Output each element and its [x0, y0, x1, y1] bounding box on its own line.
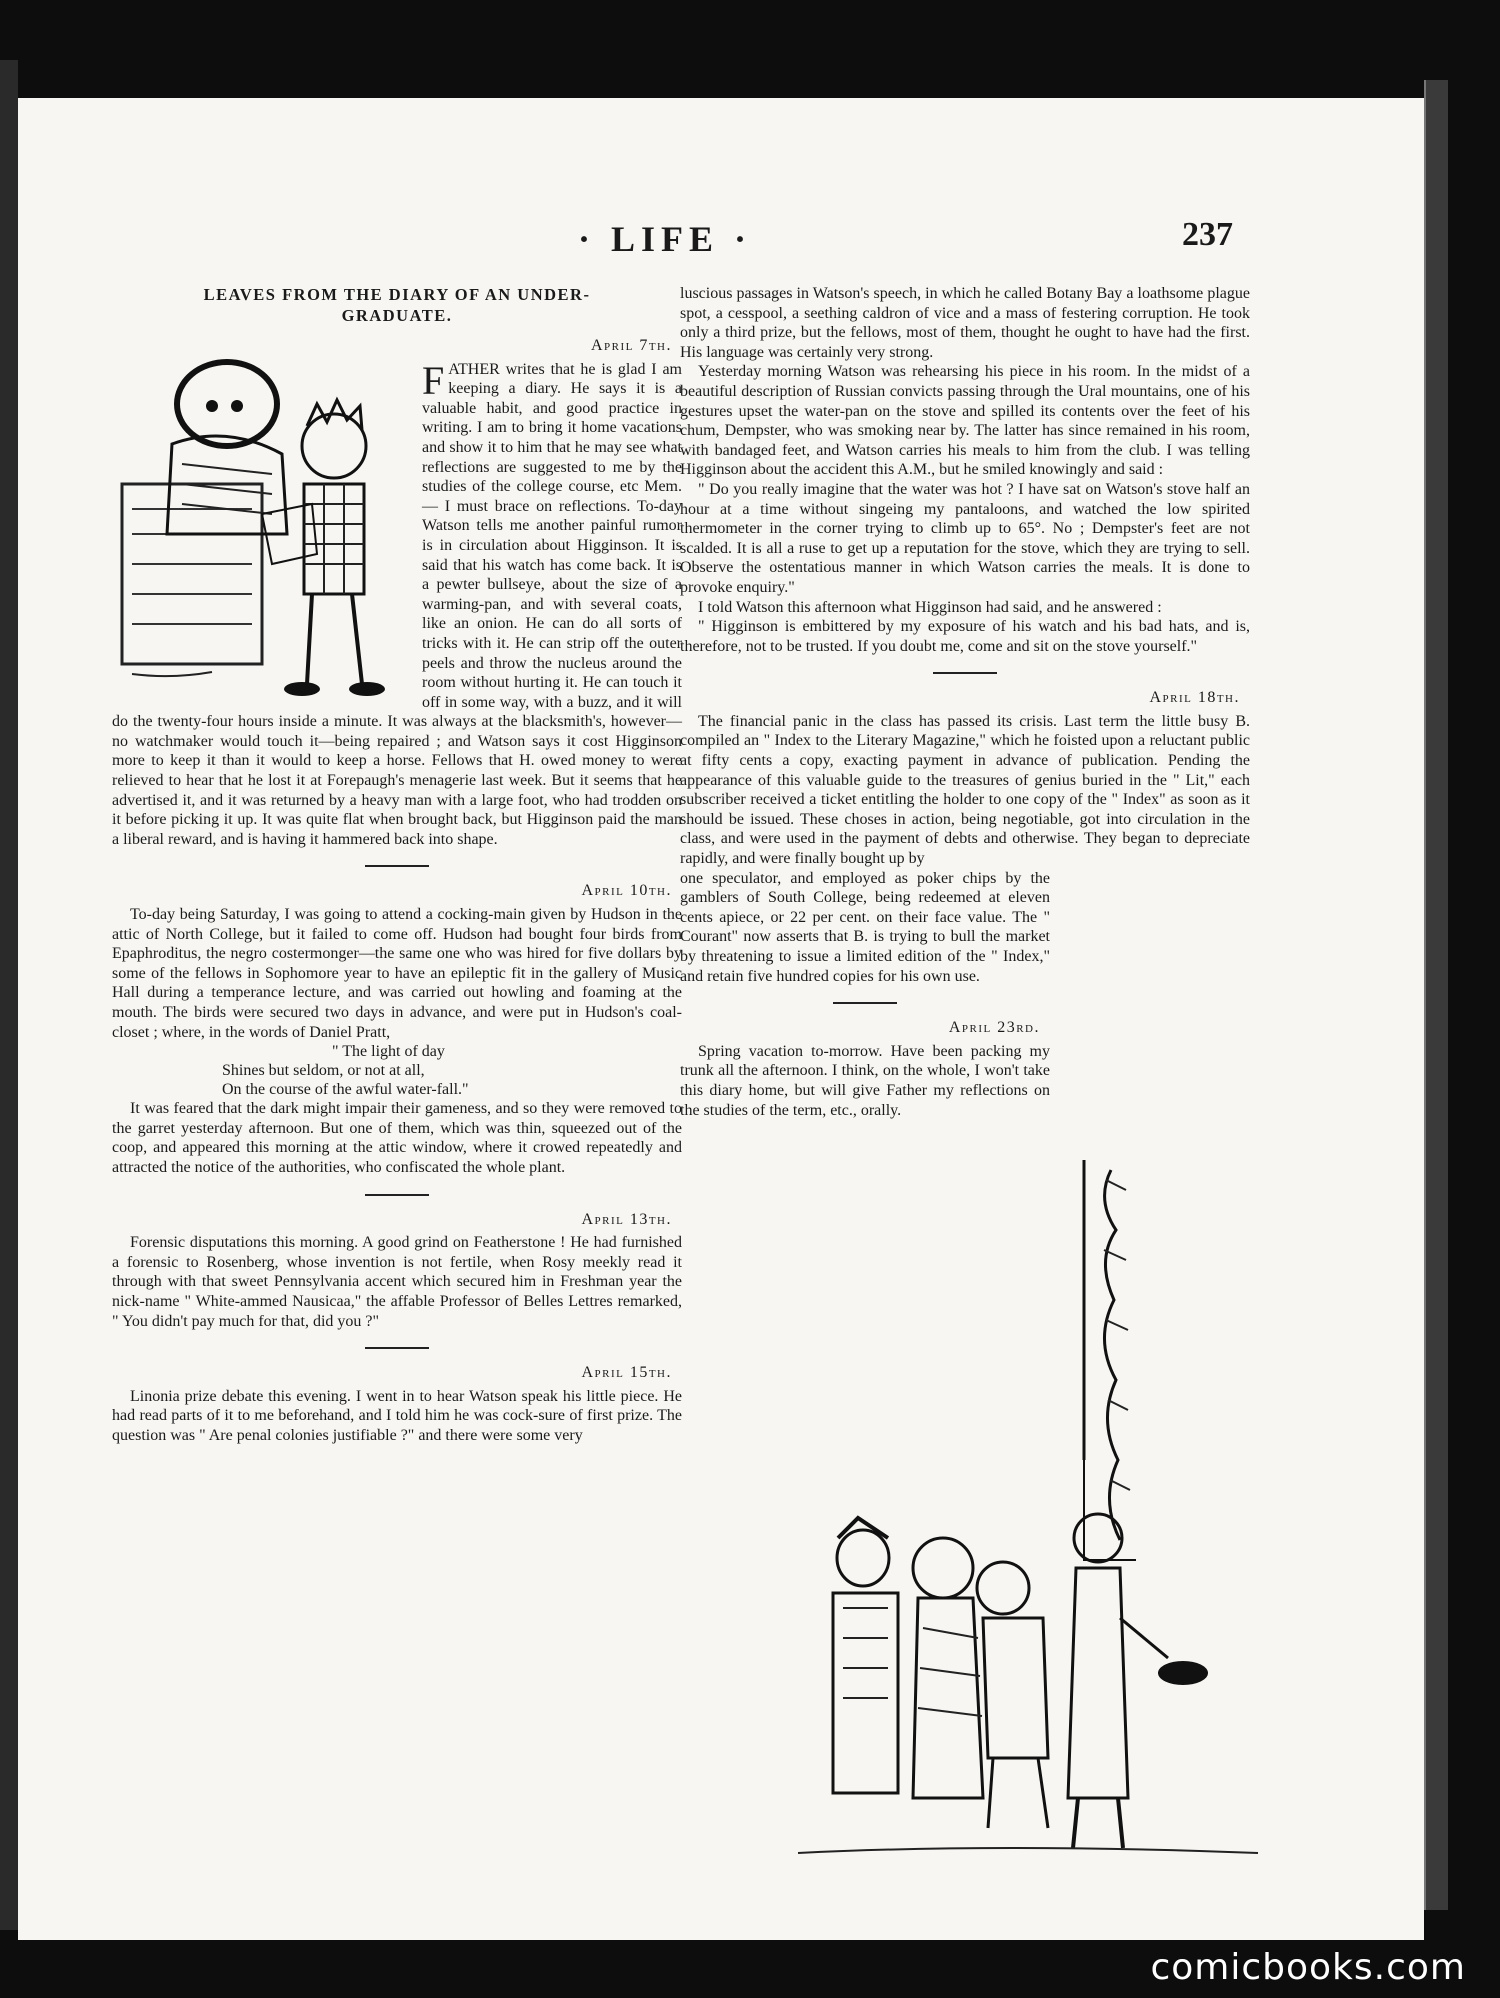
paragraph: Linonia prize debate this evening. I went in to hear Watson speak his little piece. He had read parts of it to me beforehand, and I told him he was cock-sure of first prize. The question was " Are penal colonies justifiable ?" and there were some very	[112, 1387, 682, 1444]
paragraph: It was feared that the dark might impair their gameness, and so they were removed to the garret yesterday afternoon. But one of them, which was thin, squeezed out of the coop, and appeared this morning at the attic window, where it crowed repeatedly and attracted the notice of the authorities, who confiscated the whole plant.	[112, 1100, 682, 1176]
section-rule	[365, 865, 429, 867]
book-spine	[0, 60, 18, 1930]
masthead: · LIFE ·	[578, 219, 753, 259]
left-column	[112, 284, 682, 1446]
paragraph: Yesterday morning Watson was rehearsing his piece in his room. In the midst of a beautiful description of Russian convicts passing through the Ural mountains, one of his gestures upset the water-pan on the stove and spilled its contents over the feet of his chum, Dempster, who was smoking near by. The latter has since remained in his room, with bandaged feet, and Watson carries his meals to him from the club. I was telling Higginson about the accident this A.M., but he smiled knowingly and said :	[680, 363, 1250, 479]
page-edge	[1424, 80, 1448, 1910]
watermark: comicbooks.com	[1150, 1947, 1466, 1988]
entry-date: April 23rd.	[948, 1019, 1040, 1037]
section-rule	[833, 1002, 897, 1004]
paragraph: The financial panic in the class has passed its crisis. Last term the little busy B. compiled an " Index to the Literary Magazine," which he foisted upon a reluctant public at fifty cents a copy, exacting payment in advance of publication. Pending the appearance of this valuable guide to the treasures of genius buried in the " Lit," each subscriber received a ticket entitling the holder to one copy of the " Index" as soon as it should be issued. These choses in action, being negotiable, got into circulation in the class, and were used in the payment of debts and otherwise. They began to depreciate rapidly, and were finally bought up by	[680, 712, 1250, 868]
dropcap: F	[422, 357, 445, 403]
right-column	[680, 284, 1250, 1120]
entry-date: April 15th.	[581, 1364, 672, 1382]
paragraph: " Higginson is embittered by my exposure of his watch and his bad hats, and is, therefore, not to be trusted. If you doubt me, come and sit on the stove yourself."	[680, 618, 1250, 655]
paragraph: luscious passages in Watson's speech, in which he called Botany Bay a loathsome plague spot, a cesspool, a seething caldron of vice and a mass of festering corruption. He took only a third prize, but the fellows, most of them, thought he ought to have had the first. His language was certainly very strong.	[680, 285, 1250, 361]
article-title: LEAVES FROM THE DIARY OF AN UNDER- GRADUATE.	[203, 285, 591, 325]
paragraph: " Do you really imagine that the water was hot ? I have sat on Watson's stove half an hour at a time without singeing my pantaloons, and watched the low spirited thermometer in the corner trying to climb up to 65°. No ; Dempster's feet are not scalded. It is all a ruse to get up a reputation for the stove, which they are trying to sell. Observe the ostentatious manner in which Watson carries the meals. It is done to provoke enquiry."	[680, 480, 1250, 596]
entry-date: April 13th.	[581, 1210, 672, 1228]
paragraph: Spring vacation to-morrow. Have been packing my trunk all the afternoon. I think, on the whole, I won't take this diary home, but will give Father my reflections on the studies of the term, etc., orally.	[680, 1042, 1050, 1119]
section-rule	[365, 1347, 429, 1349]
entry-date: April 7th.	[590, 337, 672, 354]
magazine-page	[18, 98, 1424, 1940]
paragraph: To-day being Saturday, I was going to attend a cocking-main given by Hudson in the attic of North College, but it failed to come off. Hudson had bought four birds from Epaphroditus, the negro costermonger—the same one who was hired for five dollars by some of the fellows in Sophomore year to have an epileptic fit in the gallery of Music Hall during a temperance lecture, and was carried out howling and foaming at the mouth. The birds were secured two days in advance, and were put in Hudson's coal-closet ; where, in the words of Daniel Pratt,	[112, 906, 682, 1041]
paragraph: ATHER writes that he is glad I am keeping a diary. He says it is a valuable habit, and good practice in writing. I am to bring it home vacations and show it to him that he may see what reflections are suggested to me by the studies of the college course, etc Mem.— I must brace on reflections. To-day Watson tells me another painful rumor is in circulation about Higginson. It is said that his watch has come back. It is a pewter bullseye, about the size of a warming-pan, and with several coats, like an onion. He can do all sorts of tricks with it. He can strip off the outer peels and throw the nucleus around the room without hurting it. He can touch it off in some way, with a buzz, and it will do the twenty-four hours inside a minute. It was always at the blacksmith's, however—no watchmaker would touch it—being repaired ; and Watson says it cost Higginson more to keep it than it would to keep a horse. Fellows that H. owed money to were relieved to hear that he lost it at Forepaugh's menagerie last week. But it seems that he advertised it, and it was returned by a heavy man with a large foot, who had trodden on it before picking it up. It was quite flat when brought back, but Higginson paid the man a liberal reward, and is having it hammered back into shape.	[112, 360, 682, 848]
entry-date: April 10th.	[581, 882, 672, 900]
section-rule	[365, 1194, 429, 1196]
poem-quote: " The light of day Shines but seldom, or not at all, On the course of the awful water-fall."	[222, 1043, 469, 1099]
section-rule	[933, 672, 997, 674]
illustration-mother-and-boy	[112, 334, 412, 706]
illustration-four-men	[798, 1498, 1258, 1888]
page-number: 237	[1182, 216, 1233, 253]
paragraph: Forensic disputations this morning. A good grind on Featherstone ! He had furnished a forensic to Rosenberg, whose invention is not fertile, when Rosy meekly read it through with that sweet Pennsylvania accent which secured him in Freshman year the nick-name " White-ammed Nausicaa," the affable Professor of Belles Lettres remarked, " You didn't pay much for that, did you ?"	[112, 1234, 682, 1330]
entry-date: April 18th.	[1149, 689, 1240, 707]
paragraph: one speculator, and employed as poker chips by the gamblers of South College, being redeemed at eleven cents apiece, or 22 per cent. on their face value. The " Courant" now asserts that B. is trying to bull the market by threatening to issue a limited edition of the " Index," and retain five hundred copies for his own use.	[680, 869, 1050, 985]
paragraph: I told Watson this afternoon what Higginson had said, and he answered :	[698, 598, 1162, 616]
